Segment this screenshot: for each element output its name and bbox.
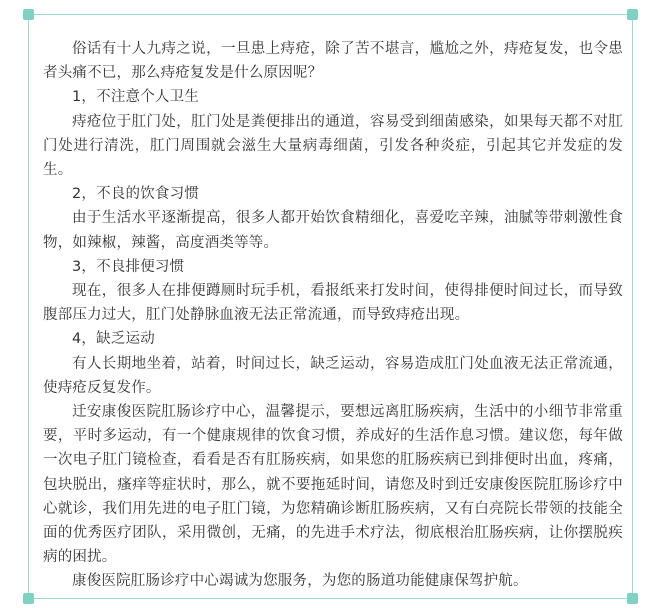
corner-square-icon (627, 593, 638, 604)
diet-paragraph: 由于生活水平逐渐提高，很多人都开始饮食精细化，喜爱吃辛辣，油腻等带刺激性食物，如辣椒，辣酱，高度酒类等等。 (43, 210, 623, 251)
corner-square-icon (23, 593, 34, 604)
exercise-paragraph: 有人长期地坐着，站着，时间过长，缺乏运动，容易造成肛门处血液无法正常流通，使痔疮反复发作。 (43, 355, 623, 396)
section-heading-bowel-habits: 3，不良排便习惯 (72, 258, 185, 275)
section-heading-hygiene: 1，不注意个人卫生 (72, 89, 200, 106)
corner-square-icon (627, 9, 638, 20)
article-frame (28, 14, 633, 599)
hospital-advice-paragraph: 迁安康俊医院肛肠诊疗中心，温馨提示，要想远离肛肠疾病，生活中的小细节非常重要，平时多运动，有一个健康规律的饮食习惯，养成好的生活作息习惯。建议您，每年做一次电子肛门镜检查，看看是否有肛肠疾病，如果您的肛肠疾病已到排便时出血，疼痛，包块脱出，瘙痒等症状时，那么，就不要拖延时间，请您及时到迁安康俊医院肛肠诊疗中心就诊，我们用先进的电子肛门镜，为您精确诊断肛肠疾病，又有白亮院长带领的技能全面的优秀医疗团队，采用微创，无痛，的先进手术疗法，彻底根治肛肠疾病，让你摆脱疾病的困扰。 (43, 404, 623, 566)
intro-paragraph: 俗话有十人九痔之说，一旦患上痔疮，除了苦不堪言，尴尬之外，痔疮复发，也令患者头痛不已，那么痔疮复发是什么原因呢？ (43, 41, 623, 82)
closing-paragraph: 康俊医院肛肠诊疗中心竭诚为您服务，为您的肠道功能健康保驾护航。 (72, 573, 528, 590)
hygiene-paragraph: 痔疮位于肛门处，肛门处是粪便排出的通道，容易受到细菌感染，如果每天都不对肛门处进行清洗，肛门周围就会滋生大量病毒细菌，引发各种炎症，引起其它并发症的发生。 (43, 113, 623, 179)
section-heading-exercise: 4，缺乏运动 (72, 331, 155, 348)
article-body (43, 37, 623, 594)
section-heading-diet: 2，不良的饮食习惯 (72, 186, 200, 203)
corner-square-icon (23, 9, 34, 20)
bowel-habits-paragraph: 现在，很多人在排便蹲厕时玩手机，看报纸来打发时间，使得排便时间过长，而导致腹部压力过大，肛门处静脉血液无法正常流通，而导致痔疮出现。 (43, 283, 623, 324)
